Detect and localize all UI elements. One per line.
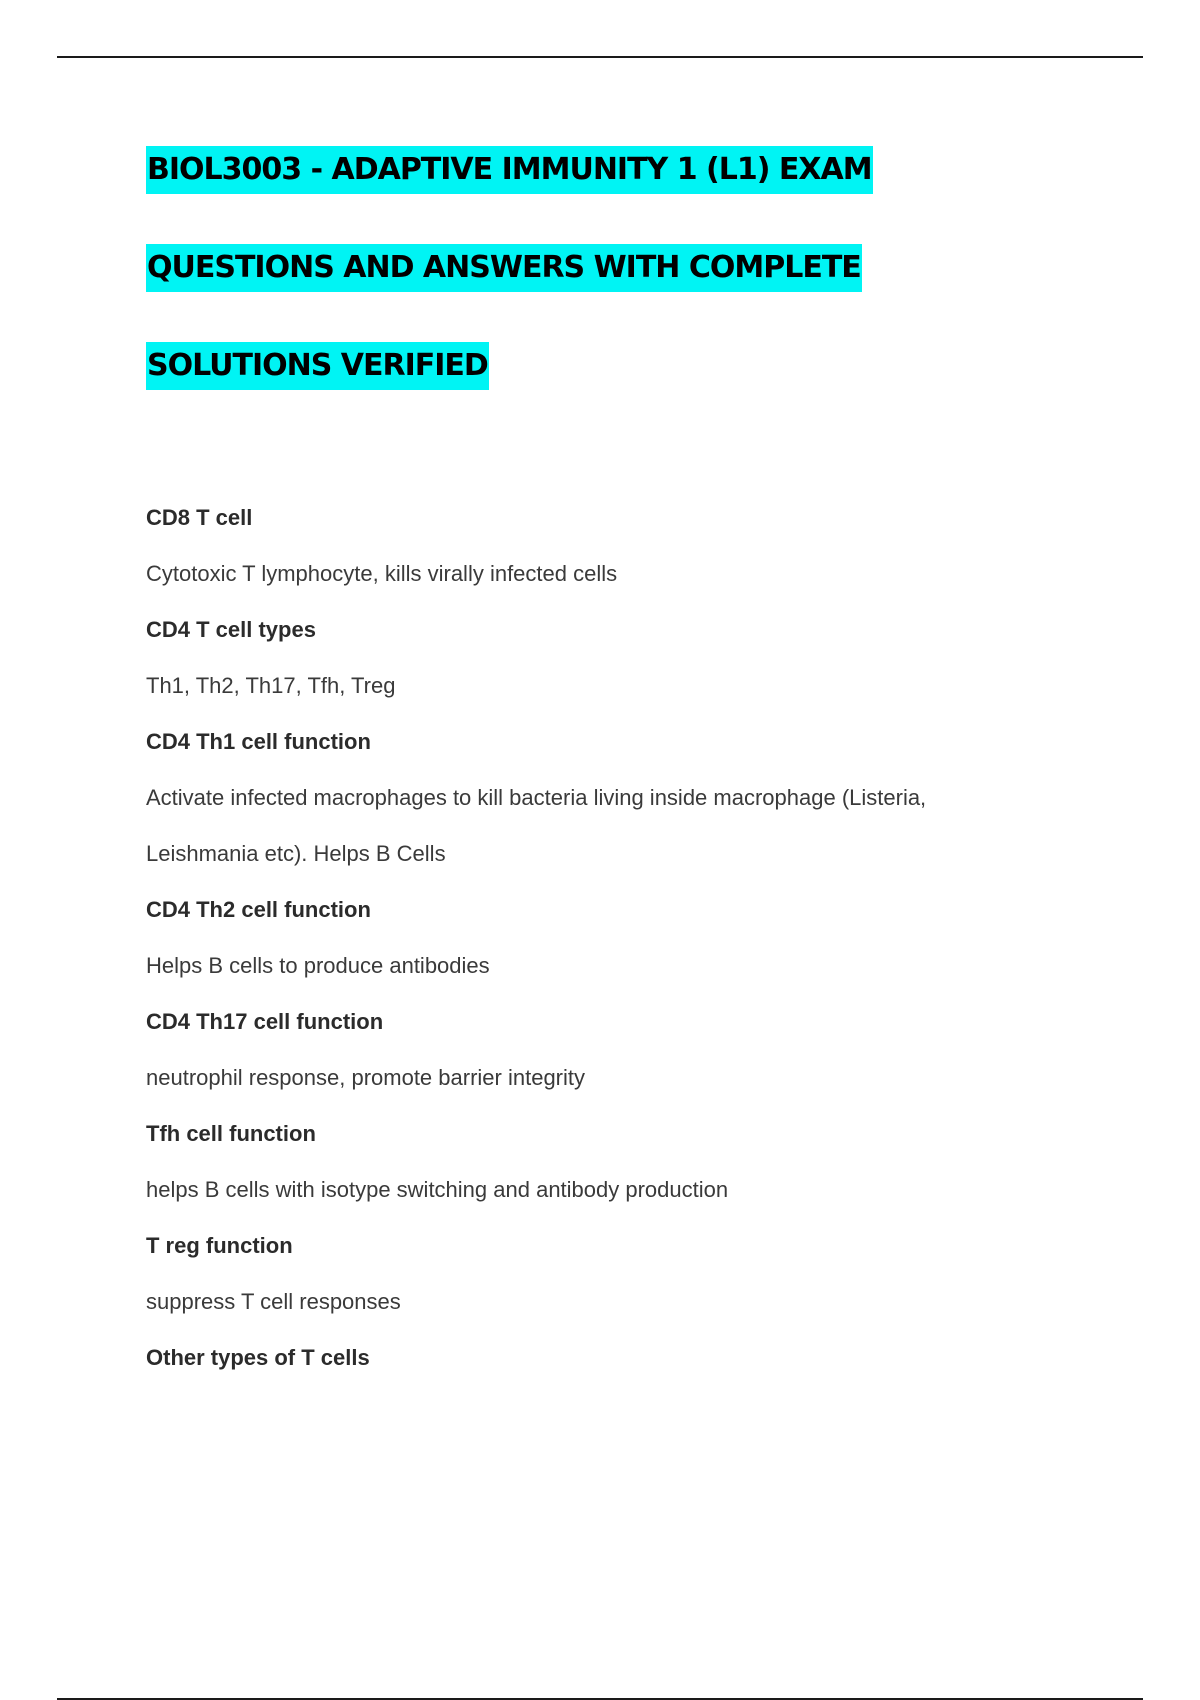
- answer-line: Leishmania etc). Helps B Cells: [146, 841, 446, 866]
- answer: [146, 1274, 1106, 1330]
- question: CD4 Th2 cell function: [146, 897, 371, 922]
- title-line: [146, 146, 1106, 244]
- qa-item: [146, 490, 1106, 602]
- title-line: [146, 342, 1106, 440]
- title-line: [146, 244, 1106, 342]
- title-line-text: BIOL3003 - ADAPTIVE IMMUNITY 1 (L1) EXAM: [146, 146, 873, 194]
- qa-item: [146, 714, 1106, 882]
- title-line-text: QUESTIONS AND ANSWERS WITH COMPLETE: [146, 244, 862, 292]
- question: T reg function: [146, 1233, 293, 1258]
- answer-line: suppress T cell responses: [146, 1289, 401, 1314]
- qa-item: [146, 1330, 1106, 1386]
- answer: [146, 1162, 1106, 1218]
- answer: [146, 546, 1106, 602]
- qa-item: [146, 602, 1106, 714]
- answer-line: helps B cells with isotype switching and antibody production: [146, 1177, 729, 1202]
- answer: [146, 658, 1106, 714]
- answer: [146, 770, 1106, 882]
- answer-line: Helps B cells to produce antibodies: [146, 953, 490, 978]
- qa-item: [146, 1106, 1106, 1218]
- title-line-text: SOLUTIONS VERIFIED: [146, 342, 489, 390]
- qa-item: [146, 1218, 1106, 1330]
- question: Tfh cell function: [146, 1121, 316, 1146]
- question: Other types of T cells: [146, 1345, 370, 1370]
- top-rule: [57, 56, 1143, 58]
- qa-item: [146, 994, 1106, 1106]
- answer: [146, 1050, 1106, 1106]
- qa-list: [146, 490, 1106, 1386]
- question: CD4 T cell types: [146, 617, 316, 642]
- answer: [146, 938, 1106, 994]
- answer-line: Cytotoxic T lymphocyte, kills virally infected cells: [146, 561, 618, 586]
- document-title: [146, 146, 1106, 440]
- question: CD4 Th1 cell function: [146, 729, 371, 754]
- question: CD8 T cell: [146, 505, 253, 530]
- answer-line: Th1, Th2, Th17, Tfh, Treg: [146, 673, 396, 698]
- question: CD4 Th17 cell function: [146, 1009, 384, 1034]
- answer-line: Activate infected macrophages to kill bacteria living inside macrophage (Listeria,: [146, 785, 927, 810]
- answer-line: neutrophil response, promote barrier integrity: [146, 1065, 586, 1090]
- qa-item: [146, 882, 1106, 994]
